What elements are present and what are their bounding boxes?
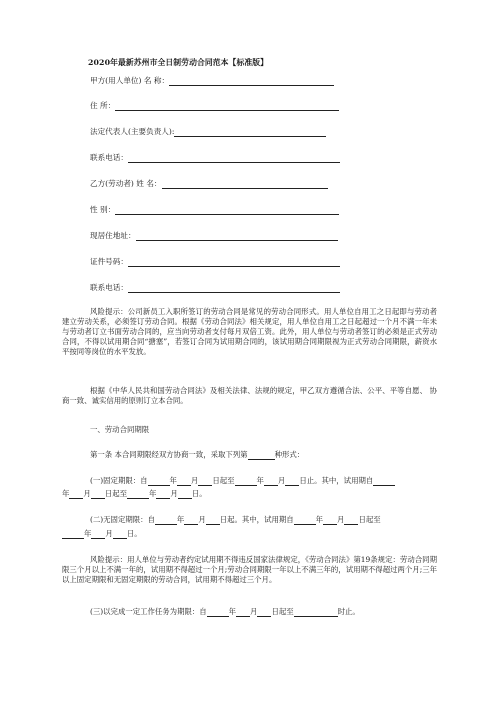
field-label: 联系电话： bbox=[90, 153, 128, 162]
document-title: 2020年最新苏州市全日制劳动合同范本【标准版】 bbox=[88, 58, 269, 67]
option-open-term-line2: 年 月 日。 bbox=[62, 529, 142, 539]
field-label: 住 所： bbox=[90, 101, 116, 110]
party-b-id-field bbox=[90, 257, 340, 267]
legal-basis-paragraph: 根据《中华人民共和国劳动合同法》及相关法律、法规的规定，甲乙双方遵循合法、公平、平等自愿、 协商一致、诚实信用的原则订立本合同。 bbox=[62, 386, 437, 405]
party-a-phone-field bbox=[90, 153, 340, 163]
party-b-phone-field bbox=[90, 283, 340, 293]
fill-blank[interactable] bbox=[248, 451, 275, 460]
section-heading: 一、劳动合同期限 bbox=[90, 425, 150, 434]
fill-blank[interactable] bbox=[162, 180, 328, 189]
party-a-name-field bbox=[90, 76, 334, 86]
party-a-address-field bbox=[90, 101, 339, 111]
fill-blank[interactable] bbox=[128, 258, 340, 267]
field-label: 乙方(劳动者) 姓 名： bbox=[90, 179, 162, 188]
fill-blank[interactable] bbox=[115, 102, 339, 111]
option-open-term: (二)无固定期限：自 年 月 日起。其中，试用期自 年 月 日起至 bbox=[90, 515, 381, 524]
fill-blank[interactable] bbox=[174, 128, 326, 137]
option-task-term: (三)以完成一定工作任务为期限：自 年 月 日起至 时止。 bbox=[90, 607, 360, 616]
option-fixed-term-line2: 年 月 日起至 年 月 日。 bbox=[62, 489, 207, 498]
risk-tip-paragraph: 风险提示：公司新员工入职所签订的劳动合同是常见的劳动合同形式。用人单位自用工之日起即与劳动者建立劳动关系，必须签订劳动合同。根据《劳动合同法》相关规定，用人单位自用工之日起超过一个月不满一年未与劳动者订立书面劳动合同的，应当向劳动者支付每月双倍工资。此外，用人单位与劳动者签订的必须是正式劳动合同，不得以试用期合同“搪塞”，若签订合同为试用期合同的，该试用期合同期限视为正式劳动合同期限，薪资水平按同等岗位的水平发放。 bbox=[62, 307, 437, 356]
field-label: 甲方(用人单位) 名 称： bbox=[90, 76, 170, 85]
fill-blank[interactable] bbox=[128, 284, 340, 293]
field-label: 法定代表人(主要负责人): bbox=[90, 127, 175, 136]
party-b-residence-field bbox=[90, 231, 338, 241]
fill-blank[interactable] bbox=[128, 154, 340, 163]
field-label: 联系电话： bbox=[90, 283, 128, 292]
party-b-gender-field bbox=[90, 205, 339, 215]
probation-risk-tip: 风险提示：用人单位与劳动者约定试用期不得违反国家法律规定，《劳动合同法》第19条规定：劳动合同期限三个月以上不满一年的，试用期不得超过一个月;劳动合同期限一年以上不满三年的，试用期不得超过两个月;三年以上固定期限和无固定期限的劳动合同，试用期不得超过三个月。 bbox=[62, 555, 437, 584]
fill-blank[interactable] bbox=[115, 206, 339, 215]
party-b-name-field bbox=[90, 179, 328, 189]
field-label: 性 别： bbox=[90, 205, 116, 214]
field-label: 现居住地址： bbox=[90, 231, 136, 240]
fill-blank[interactable] bbox=[136, 232, 338, 241]
fill-blank[interactable] bbox=[169, 77, 334, 86]
field-label: 证件号码： bbox=[90, 257, 128, 266]
legal-representative-field bbox=[90, 127, 326, 137]
option-fixed-term: (一)固定期限：自 年 月 日起至 年 月 日止。其中，试用期自 bbox=[90, 476, 395, 486]
article-1: 第一条 本合同期限经双方协商一致，采取下列第 种形式： bbox=[90, 450, 305, 459]
